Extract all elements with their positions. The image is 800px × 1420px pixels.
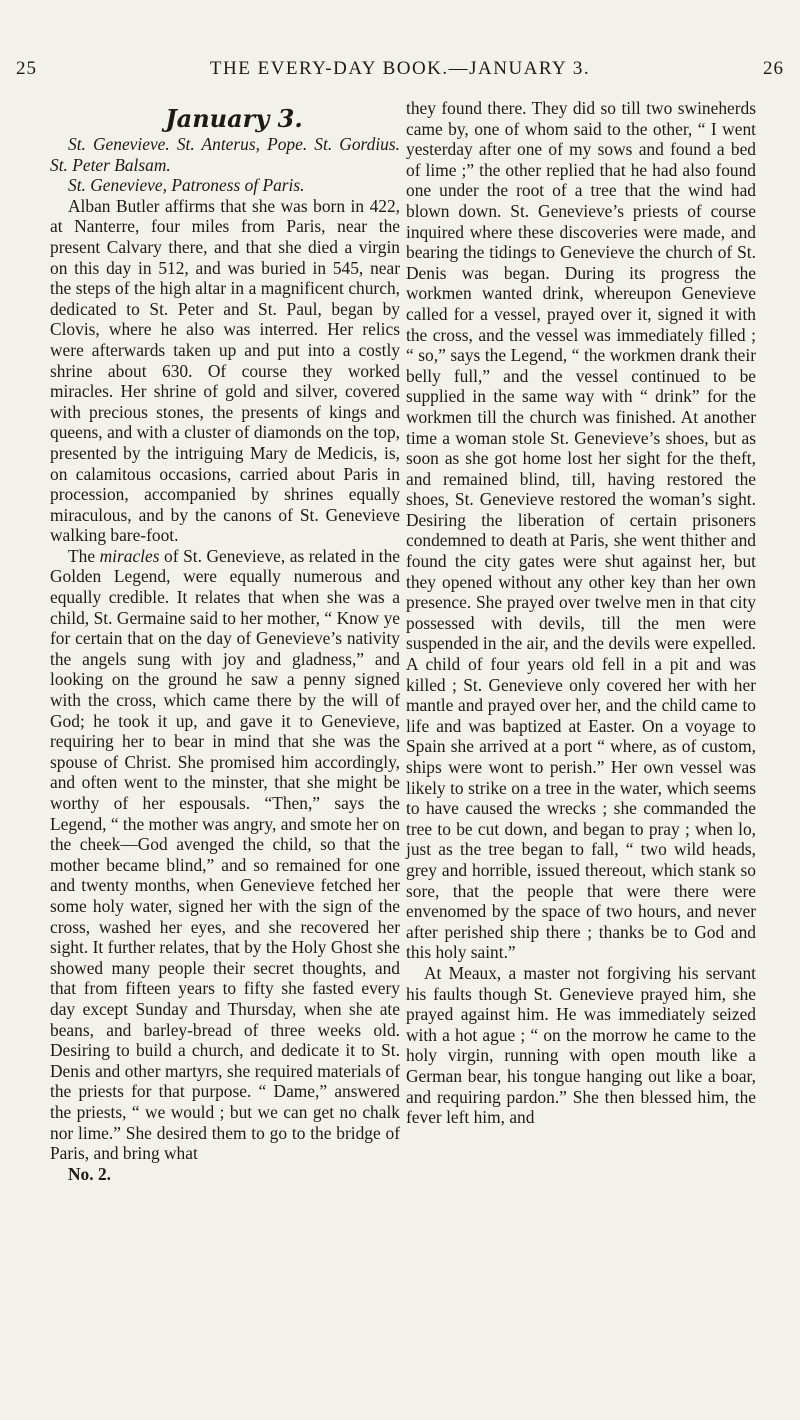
paragraph: they found there. They did so till two swineherds came by, one of whom said to the other, “ I went yesterday after one of my sows and found a bed of lime ;” the other replied that he had also found one under the root of a tree that the wind had blown down. St. Genevieve’s priests of course inquired where these discoveries were made, and bearing the tidings to Genevieve the church of St. Denis was began. During its progress the workmen wanted drink, whereupon Genevieve called for a vessel, prayed over it, signed it with the cross, and the vessel was immediately filled ; “ so,” says the Legend, “ the workmen drank their belly full,” and the vessel continued to be supplied in the same way with “ drink” for the workmen till the church was finished. At another time a woman stole St. Genevieve’s shoes, but as soon as she got home lost her sight for the theft, and remained blind, till, having restored the shoes, St. Genevieve restored the woman’s sight. Desiring the liberation of certain prisoners condemned to death at Paris, she went thither and found the city gates were shut against her, but they opened without any other key than her own presence. She prayed over twelve men in that city possessed with devils, till the men were suspended in the air, and the devils were expelled. A child of four years old fell in a pit and was killed ; St. Genevieve only covered her with her mantle and prayed over her, and the child came to life and was baptized at Easter. On a voyage to Spain she arrived at a port “ where, as of custom, ships were wont to perish.” Her own vessel was likely to strike on a tree in the water, which seems to have caused the wrecks ; she commanded the tree to be cut down, and began to pray ; when lo, just as the tree began to fall, “ two wild heads, grey and horrible, issued thereout, which stank so sore, that the people that were there were envenomed by the space of two hours, and never after perished ship there ; thanks be to God and this holy saint.” xyxy=(406,98,756,963)
paragraph: Alban Butler affirms that she was born in 422, at Nanterre, four miles from Paris, near the present Calvary there, and that she died a virgin on this day in 512, and was buried in 545, near the steps of the high altar in a magnificent church, dedicated to St. Peter and St. Paul, began by Clovis, where he also was interred. Her relics were afterwards taken up and put into a costly shrine about 630. Of course they worked miracles. Her shrine of gold and silver, covered with precious stones, the presents of kings and queens, and with a cluster of diamonds on the top, presented by the intriguing Mary de Medicis, is, on calamitous occasions, carried about Paris in procession, accompanied by shrines equally miraculous, and by the canons of St. Genevieve walking bare-foot. xyxy=(50,195,400,546)
paragraph-lead: The xyxy=(68,545,100,566)
running-header xyxy=(16,58,784,86)
left-column xyxy=(50,104,400,1184)
signature-mark: No. 2. xyxy=(68,1163,111,1184)
right-column xyxy=(406,98,756,1128)
emphasis-miracles: miracles xyxy=(99,545,160,566)
page-number-left: 25 xyxy=(16,58,37,79)
page-number-right: 26 xyxy=(763,58,784,79)
paragraph: At Meaux, a master not forgiving his servant his faults though St. Genevieve prayed him, she prayed against him. He was immediately seized with a hot ague ; “ on the morrow he came to the holy virgin, running with open mouth like a German bear, his tongue hanging out like a boar, and requiring pardon.” She then blessed him, the fever left him, and xyxy=(406,962,756,1128)
paragraph xyxy=(50,546,400,1164)
paragraph-text: of St. Genevieve, as related in the Golden Legend, were equally numerous and equally credible. It relates that when she was a child, St. Germaine said to her mother, “ Know ye for certain that on the day of Genevieve’s nativity the angels sung with joy and gladness,” and looking on the ground he saw a penny signed with the cross, which came there by the will of God; he took it up, and gave it to Genevieve, requiring her to bear in mind that she was the spouse of Christ. She promised him accordingly, and often went to the minster, that she might be worthy of her espousals. “Then,” says the Legend, “ the mother was angry, and smote her on the cheek—God avenged the child, so that the mother became blind,” and so remained for one and twenty months, when Genevieve fetched her some holy water, signed her with the sign of the cross, washed her eyes, and she recovered her sight. It further relates, that by the Holy Ghost she showed many people their secret thoughts, and that from fifteen years to fifty she fasted every day except Sunday and Thursday, when she ate beans, and barley-bread of three weeks old. Desiring to build a church, and dedicate it to St. Denis and other martyrs, she required materials of the priests for that purpose. “ Dame,” answered the priests, “ we would ; but we can get no chalk nor lime.” She desired them to go to the bridge of Paris, and bring what xyxy=(50,545,400,1164)
section-subheading: St. Genevieve, Patroness of Paris. xyxy=(68,175,305,196)
day-heading: January 3. xyxy=(165,104,303,133)
saints-line: St. Genevieve. St. Anterus, Pope. St. Gordius. St. Peter Balsam. xyxy=(50,134,400,175)
running-title: THE EVERY-DAY BOOK.—JANUARY 3. xyxy=(209,58,591,79)
